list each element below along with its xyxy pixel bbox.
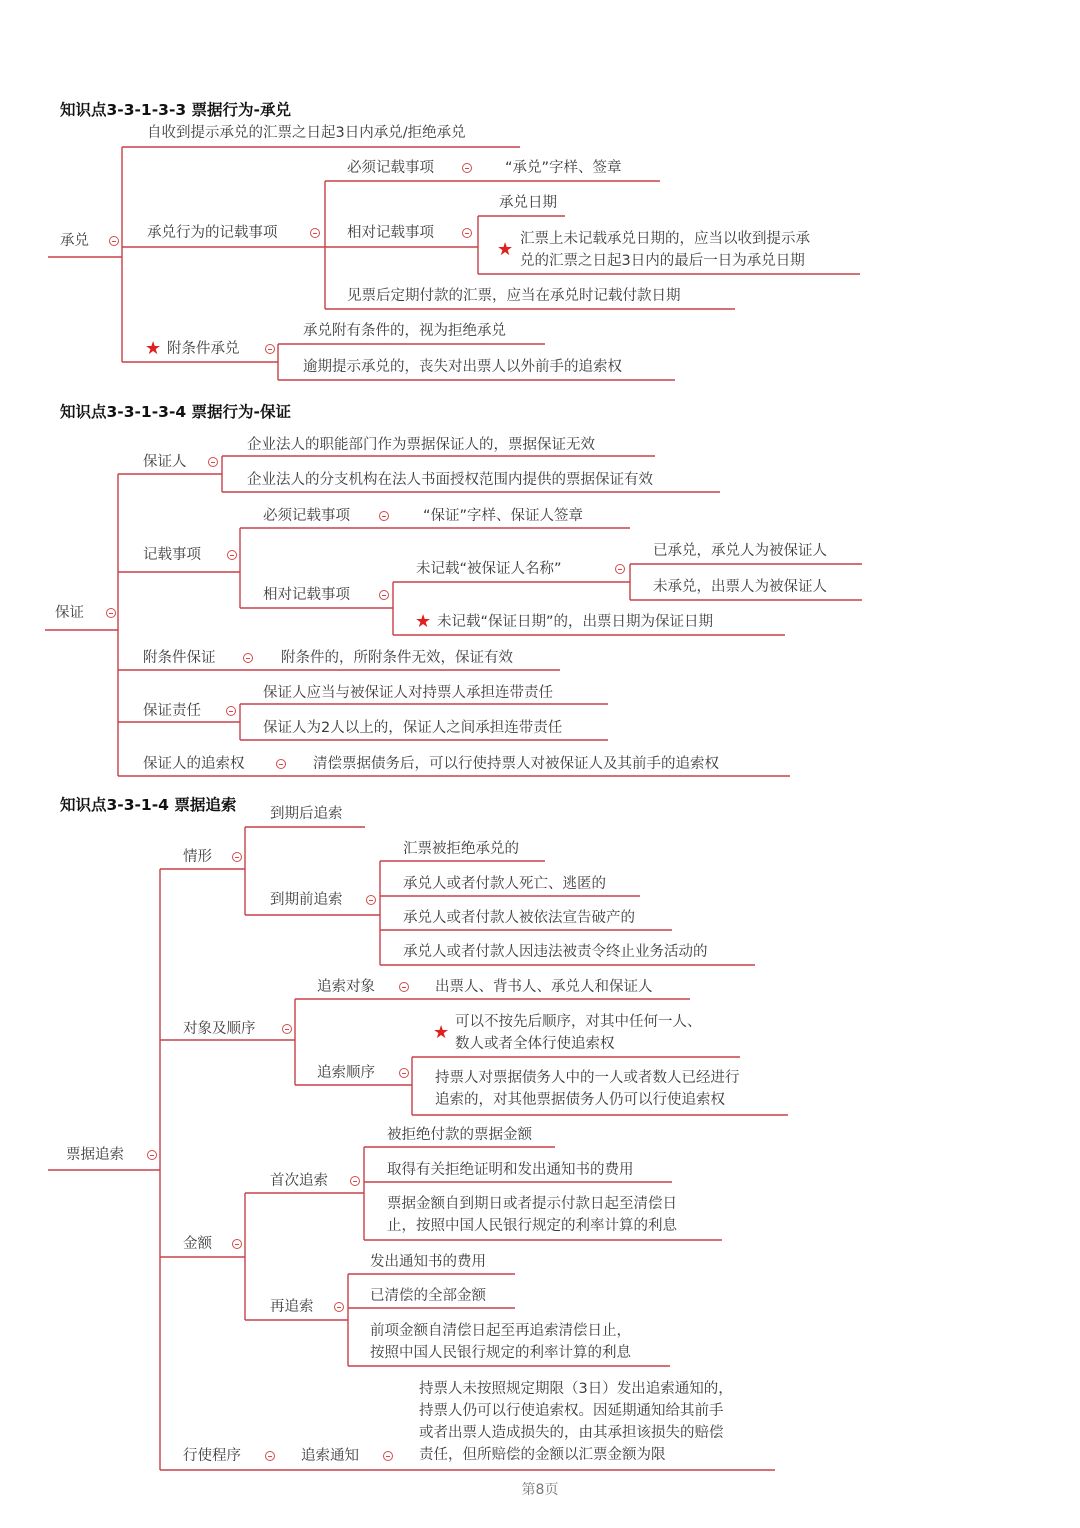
node-b5-1: 清偿票据债务后，可以行使持票人对被保证人及其前手的追索权 <box>313 756 719 772</box>
star-icon: ★ <box>433 1022 450 1043</box>
node-a2-1: 必须记载事项 <box>347 160 434 176</box>
node-a1: 自收到提示承兑的汇票之日起3日内承兑/拒绝承兑 <box>147 125 466 141</box>
node-a2-2-1: 承兑日期 <box>499 195 557 211</box>
heading-guarantee: 知识点3-3-1-3-4 票据行为-保证 <box>60 403 291 421</box>
collapse-icon[interactable] <box>227 550 237 560</box>
node-c1-2-3: 承兑人或者付款人被依法宣告破产的 <box>403 910 635 926</box>
collapse-icon[interactable] <box>265 344 275 354</box>
node-c3: 金额 <box>183 1236 212 1252</box>
node-a2-3: 见票后定期付款的汇票，应当在承兑时记载付款日期 <box>347 288 681 304</box>
star-icon: ★ <box>415 611 432 632</box>
node-c2: 对象及顺序 <box>183 1021 256 1037</box>
node-c2-1: 追索对象 <box>317 979 375 995</box>
node-c-root: 票据追索 <box>66 1147 124 1163</box>
collapse-icon[interactable] <box>276 759 286 769</box>
collapse-icon[interactable] <box>310 228 320 238</box>
node-c2-2-2-line1: 持票人对票据债务人中的一人或者数人已经进行 <box>435 1070 740 1086</box>
node-c3-2-3-line2: 按照中国人民银行规定的利率计算的利息 <box>370 1345 631 1361</box>
node-c1-2-1: 汇票被拒绝承兑的 <box>403 841 519 857</box>
collapse-icon[interactable] <box>243 653 253 663</box>
node-b2-2-1-1: 已承兑，承兑人为被保证人 <box>653 543 827 559</box>
collapse-icon[interactable] <box>379 590 389 600</box>
node-c1-2-4: 承兑人或者付款人因违法被责令终止业务活动的 <box>403 944 708 960</box>
node-b1-2: 企业法人的分支机构在法人书面授权范围内提供的票据保证有效 <box>247 472 653 488</box>
page-number: 第8页 <box>521 1482 559 1498</box>
collapse-icon[interactable] <box>265 1451 275 1461</box>
node-a2-2: 相对记载事项 <box>347 225 434 241</box>
node-b1-1: 企业法人的职能部门作为票据保证人的，票据保证无效 <box>247 437 595 453</box>
collapse-icon[interactable] <box>379 511 389 521</box>
node-b5: 保证人的追索权 <box>143 756 245 772</box>
node-a2-2-2-line1: 汇票上未记载承兑日期的，应当以收到提示承 <box>520 231 810 247</box>
node-c2-2: 追索顺序 <box>317 1065 375 1081</box>
node-b4-1: 保证人应当与被保证人对持票人承担连带责任 <box>263 685 553 701</box>
node-a2-1-1: “承兑”字样、签章 <box>505 160 622 176</box>
collapse-icon[interactable] <box>232 1239 242 1249</box>
node-c1-1: 到期后追索 <box>270 806 343 822</box>
node-c3-1-3-line2: 止，按照中国人民银行规定的利率计算的利息 <box>387 1218 677 1234</box>
node-b4-2: 保证人为2人以上的，保证人之间承担连带责任 <box>263 720 563 736</box>
node-c2-2-1-line1: 可以不按先后顺序，对其中任何一人、 <box>455 1014 702 1030</box>
collapse-icon[interactable] <box>366 895 376 905</box>
node-b2-1-1: “保证”字样、保证人签章 <box>423 508 584 524</box>
node-b4: 保证责任 <box>143 703 201 719</box>
collapse-icon[interactable] <box>106 608 116 618</box>
star-icon: ★ <box>497 239 514 260</box>
node-c3-2-2: 已清偿的全部金额 <box>370 1288 486 1304</box>
collapse-icon[interactable] <box>399 982 409 992</box>
collapse-icon[interactable] <box>350 1176 360 1186</box>
node-b2-2: 相对记载事项 <box>263 587 350 603</box>
node-a2-2-2-line2: 兑的汇票之日起3日内的最后一日为承兑日期 <box>520 253 805 269</box>
heading-recourse: 知识点3-3-1-4 票据追索 <box>60 796 237 814</box>
node-c3-1-1: 被拒绝付款的票据金额 <box>387 1127 532 1143</box>
node-c1-2-2: 承兑人或者付款人死亡、逃匿的 <box>403 876 606 892</box>
node-b-root: 保证 <box>55 605 84 621</box>
node-b1: 保证人 <box>143 454 187 470</box>
collapse-icon[interactable] <box>462 228 472 238</box>
collapse-icon[interactable] <box>334 1302 344 1312</box>
collapse-icon[interactable] <box>226 706 236 716</box>
node-c3-1-3-line1: 票据金额自到期日或者提示付款日起至清偿日 <box>387 1196 677 1212</box>
collapse-icon[interactable] <box>399 1068 409 1078</box>
node-b2-1: 必须记载事项 <box>263 508 350 524</box>
collapse-icon[interactable] <box>615 564 625 574</box>
node-b2-2-1: 未记载“被保证人名称” <box>416 561 562 577</box>
node-c3-1: 首次追索 <box>270 1173 328 1189</box>
collapse-icon[interactable] <box>147 1150 157 1160</box>
collapse-icon[interactable] <box>282 1024 292 1034</box>
node-c4-1-1-line2: 持票人仍可以行使追索权。因延期通知给其前手 <box>419 1403 724 1419</box>
heading-acceptance: 知识点3-3-1-3-3 票据行为-承兑 <box>60 101 291 119</box>
node-b3-1: 附条件的，所附条件无效，保证有效 <box>281 650 513 666</box>
node-c4: 行使程序 <box>183 1448 241 1464</box>
node-a3-1: 承兑附有条件的，视为拒绝承兑 <box>303 323 506 339</box>
node-c2-2-2-line2: 追索的，对其他票据债务人仍可以行使追索权 <box>435 1092 725 1108</box>
node-b2-2-1-2: 未承兑，出票人为被保证人 <box>653 579 827 595</box>
node-b2: 记载事项 <box>143 547 201 563</box>
node-c4-1: 追索通知 <box>301 1448 359 1464</box>
node-c2-1-1: 出票人、背书人、承兑人和保证人 <box>435 979 653 995</box>
collapse-icon[interactable] <box>232 852 242 862</box>
collapse-icon[interactable] <box>109 236 119 246</box>
node-c4-1-1-line3: 或者出票人造成损失的，由其承担该损失的赔偿 <box>419 1425 724 1441</box>
node-a3-2: 逾期提示承兑的，丧失对出票人以外前手的追索权 <box>303 359 622 375</box>
node-c2-2-1-line2: 数人或者全体行使追索权 <box>455 1036 615 1052</box>
node-b2-2-2: 未记载“保证日期”的，出票日期为保证日期 <box>437 614 714 630</box>
node-c3-1-2: 取得有关拒绝证明和发出通知书的费用 <box>387 1162 634 1178</box>
collapse-icon[interactable] <box>208 457 218 467</box>
node-c3-2-1: 发出通知书的费用 <box>370 1254 486 1270</box>
collapse-icon[interactable] <box>383 1451 393 1461</box>
node-a2: 承兑行为的记载事项 <box>147 225 278 241</box>
collapse-icon[interactable] <box>462 163 472 173</box>
node-c1: 情形 <box>183 849 212 865</box>
node-c3-2: 再追索 <box>270 1299 314 1315</box>
node-b3: 附条件保证 <box>143 650 216 666</box>
node-a-root: 承兑 <box>60 233 89 249</box>
node-c4-1-1-line4: 责任，但所赔偿的金额以汇票金额为限 <box>419 1447 666 1463</box>
node-c3-2-3-line1: 前项金额自清偿日起至再追索清偿日止， <box>370 1323 631 1339</box>
star-icon: ★ <box>145 338 162 359</box>
node-c1-2: 到期前追索 <box>270 892 343 908</box>
node-a3: 附条件承兑 <box>167 341 240 357</box>
node-c4-1-1-line1: 持票人未按照规定期限（3日）发出追索通知的， <box>419 1381 733 1397</box>
